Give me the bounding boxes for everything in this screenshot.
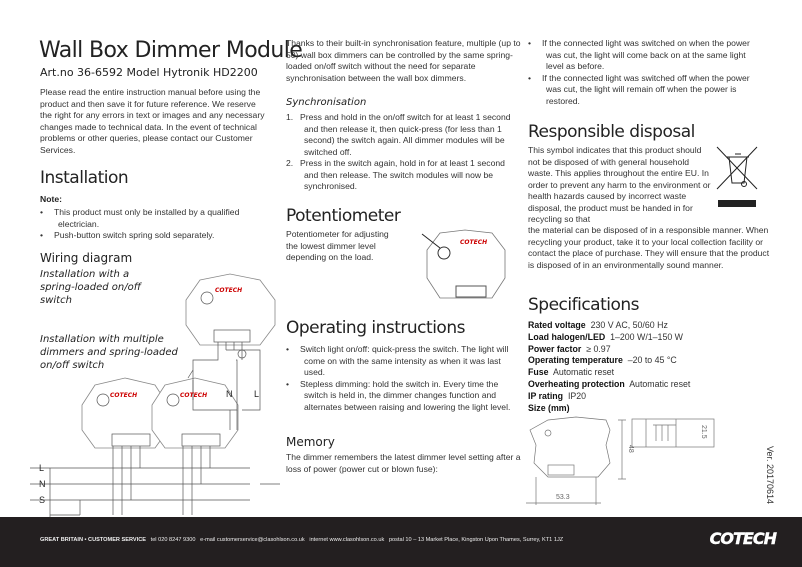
spec-list — [528, 320, 768, 414]
list-item: • Stepless dimming: hold the switch in. Every time the switch is held in, the dimmer changes function and alternates between raising and lowering the light level. — [286, 378, 511, 412]
installation-list — [40, 207, 275, 242]
brand-logo: COTECH — [215, 287, 243, 294]
spec-item: IP rating IP20 — [528, 390, 587, 401]
intro-text: Please read the entire instruction manual before using the product and then save it for future reference. We reserve the right for any errors in text or images and any necessary changes made to technical data. In the event of technical problems or other queries, please contact our Customer Services. — [40, 87, 265, 155]
page-title: Wall Box Dimmer Module — [39, 38, 303, 63]
dim-depth: 21.5 — [700, 425, 707, 439]
spec-item: Power factor ≥ 0.97 — [528, 343, 611, 354]
label-l: L — [254, 389, 260, 399]
spec-item: Overheating protection Automatic reset — [528, 378, 691, 389]
operating-list — [286, 344, 521, 413]
wiring-heading: Wiring diagram — [40, 251, 133, 265]
spec-item: Size (mm) — [528, 402, 570, 413]
spec-item: Operating temperature –20 to 45 °C — [528, 355, 677, 366]
disposal-heading: Responsible disposal — [528, 122, 695, 142]
disposal-text: This symbol indicates that this product should not be disposed of with general household waste. This applies throughout the entire EU. In order to prevent any harm to the environment or health hazards caused by incorrect waste disposal, the product must be handed in for recycling so that — [528, 145, 711, 224]
list-item: • If the connected light was switched off when the power was cut, the light will remain off when the power is restored. — [528, 72, 750, 106]
specifications-heading: Specifications — [528, 295, 640, 315]
spec-item: Fuse Automatic reset — [528, 367, 615, 378]
footer-tel: tel 020 8247 9300 — [150, 537, 196, 543]
brand-logo: COTECH — [180, 392, 208, 399]
dimension-drawing — [526, 415, 716, 510]
label-bus-n: N — [39, 479, 46, 489]
footer-email[interactable]: e-mail customerservice@clasohlson.co.uk — [200, 537, 305, 543]
version-label: Ver. 20170614 — [765, 445, 775, 505]
wiring-sub1: Installation with a spring-loaded on/off switch — [40, 269, 141, 306]
wiring-diagram — [30, 270, 280, 520]
memory-heading: Memory — [286, 435, 335, 449]
spec-item: Load halogen/LED 1–200 W/1–150 W — [528, 331, 683, 342]
potentiometer-text: Potentiometer for adjusting the lowest dimmer level depending on the load. — [286, 229, 389, 262]
wiring-sub2: Installation with multiple dimmers and spring-loaded on/off switch — [40, 334, 178, 371]
operating-heading: Operating instructions — [286, 318, 465, 338]
dim-height: 48 — [627, 445, 634, 453]
brand-logo: COTECH — [110, 392, 138, 399]
list-item: 1. Press and hold in the on/off switch for at least 1 second and then release it, then quick-press (for less than 1 second) the switch again. All dimmer modules will be switched off. — [286, 112, 511, 157]
footer — [0, 517, 802, 567]
article-number: Art.no 36-6592 Model Hytronik HD2200 — [40, 66, 258, 79]
sync-intro: Thanks to their built-in synchronisation feature, multiple (up to 50) wall box dimmers can be controlled by the same spring-loaded on/off switch without the need for separate synchronisation between the wall box dimmers. — [286, 38, 521, 83]
sync-heading: Synchronisation — [286, 97, 367, 108]
list-item: • Push-button switch spring sold separately. — [40, 230, 215, 240]
footer-postal: postal 10 – 13 Market Place, Kingston Upon Thames, Surrey, KT1 1JZ — [388, 537, 564, 543]
footer-website[interactable]: internet www.clasohlson.co.uk — [309, 537, 385, 543]
list-item: • If the connected light was switched on when the power was cut, the light will come back on at the same light level as before. — [528, 38, 750, 71]
brand-logo: COTECH — [709, 529, 776, 548]
disposal-text-cont: the material can be disposed of in a responsible manner. When recycling your product, take it to your local collection facility or contact the place of purchase. They will ensure that the product is disposed of in an environmentally sound manner. — [528, 225, 770, 270]
list-item: 2. Press in the switch again, hold in for at least 1 second and then release. The switch modules will now be synchronised. — [286, 158, 505, 191]
label-bus-s: S — [39, 495, 46, 505]
note-label: Note: — [40, 194, 62, 204]
spec-item: Rated voltage 230 V AC, 50/60 Hz — [528, 320, 668, 330]
dim-width: 53.3 — [556, 494, 570, 501]
potentiometer-device-image — [420, 228, 510, 308]
footer-contact: GREAT BRITAIN • CUSTOMER SERVICE tel 020 8247 9300 e-mail customerservice@clasohlson.co.uk internet www.clasohlson.co.uk postal 10 – 13 Market Place, Kingston Upon Thames, Surrey, KT1 1JZ — [40, 537, 564, 543]
brand-logo: COTECH — [460, 239, 488, 246]
weee-bin-icon — [715, 145, 760, 207]
list-item: • Switch light on/off: quick-press the switch. The light will come on with the same intensity as when it was last used. — [286, 344, 509, 377]
installation-heading: Installation — [40, 168, 129, 188]
memory-list — [528, 38, 763, 107]
potentiometer-heading: Potentiometer — [286, 206, 401, 226]
sync-steps — [286, 112, 521, 193]
list-item: • This product must only be installed by a qualified electrician. — [40, 207, 240, 229]
label-bus-l: L — [39, 463, 45, 473]
memory-text: The dimmer remembers the latest dimmer level setting after a loss of power (power cut or blown fuse): — [286, 452, 521, 474]
label-n: N — [226, 389, 233, 399]
